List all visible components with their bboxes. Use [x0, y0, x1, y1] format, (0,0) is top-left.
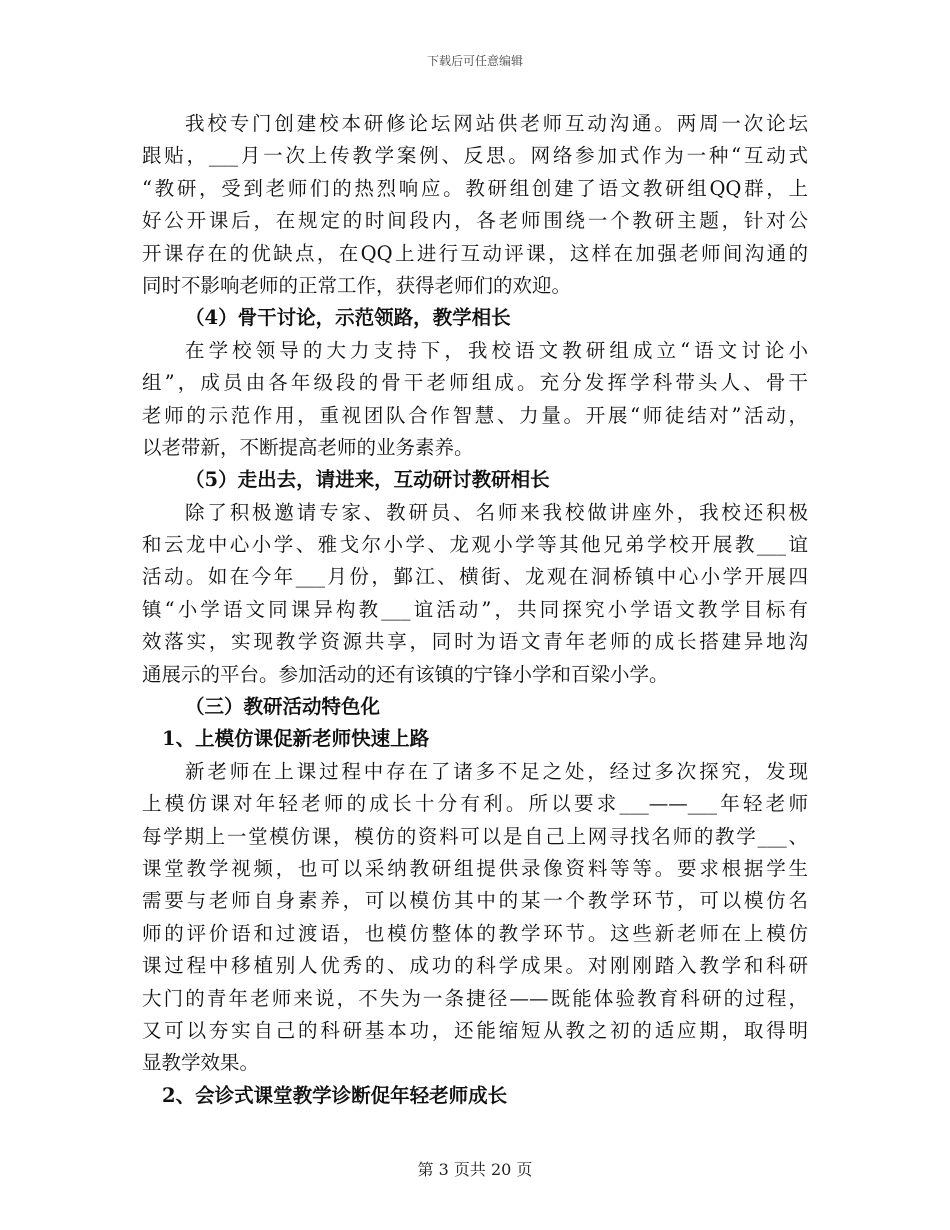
section-heading: 2、会诊式课堂教学诊断促年轻老师成长: [162, 1083, 508, 1107]
paragraph-line: 除了积极邀请专家、教研员、名师来我校做讲座外，我校还积极: [185, 500, 808, 524]
paragraph-line: 需要与老师自身素养，可以模仿其中的某一个教学环节，可以模仿名: [142, 889, 808, 913]
paragraph-line: 组”，成员由各年级段的骨干老师组成。充分发挥学科带头人、骨干: [142, 371, 808, 395]
paragraph-line: 显教学效果。: [142, 1051, 260, 1075]
section-heading: （4）骨干讨论，示范领路，教学相长: [185, 306, 511, 330]
paragraph-line: “教研，受到老师们的热烈响应。教研组创建了语文教研组QQ群，上: [142, 176, 808, 200]
paragraph-line: 又可以夯实自己的科研基本功，还能缩短从教之初的适应期，取得明: [142, 1018, 808, 1042]
paragraph-line: 同时不影响老师的正常工作，获得老师们的欢迎。: [142, 273, 572, 297]
paragraph-line: 镇“小学语文同课异构教___谊活动”，共同探究小学语文教学目标有: [142, 597, 808, 621]
paragraph-line: 大门的青年老师来说，不失为一条捷径——既能体验教育科研的过程，: [142, 986, 808, 1010]
paragraph-line: 活动。如在今年___月份，鄞江、横街、龙观在洞桥镇中心小学开展四: [142, 565, 808, 589]
section-heading: （5）走出去，请进来，互动研讨教研相长: [185, 468, 550, 492]
document-body: [142, 108, 808, 1112]
section-heading: 1、上模仿课促新老师快速上路: [162, 727, 430, 751]
paragraph-line: 通展示的平台。参加活动的还有该镇的宁锋小学和百梁小学。: [142, 662, 669, 686]
section-heading: （三）教研活动特色化: [185, 695, 381, 719]
paragraph-line: 课过程中移植别人优秀的、成功的科学成果。对刚刚踏入教学和科研: [142, 954, 808, 978]
paragraph: [142, 108, 808, 302]
page-header: 下载后可任意编辑: [426, 54, 523, 68]
paragraph-line: 以老带新，不断提高老师的业务素养。: [142, 435, 474, 459]
paragraph-line: 效落实，实现教学资源共享，同时为语文青年老师的成长搭建异地沟: [142, 630, 808, 654]
paragraph-line: 我校专门创建校本研修论坛网站供老师互动沟通。两周一次论坛: [185, 112, 808, 135]
paragraph-line: 老师的示范作用，重视团队合作智慧、力量。开展“师徒结对”活动，: [142, 403, 808, 427]
paragraph-line: 新老师在上课过程中存在了诸多不足之处，经过多次探究，发现: [185, 759, 808, 783]
paragraph-line: 每学期上一堂模仿课，模仿的资料可以是自己上网寻找名师的教学___、: [142, 824, 808, 848]
paragraph: [142, 756, 808, 1080]
paragraph-line: 开课存在的优缺点，在QQ上进行互动评课，这样在加强老师间沟通的: [142, 241, 808, 265]
paragraph-line: 课堂教学视频，也可以采纳教研组提供录像资料等等。要求根据学生: [142, 856, 808, 880]
page-footer: 第 3 页共 20 页: [417, 1160, 533, 1179]
paragraph-line: 师的评价语和过渡语，也模仿整体的教学环节。这些新老师在上模仿: [142, 921, 808, 945]
paragraph-line: 在学校领导的大力支持下，我校语文教研组成立“语文讨论小: [185, 338, 808, 362]
paragraph-line: 好公开课后，在规定的时间段内，各老师围绕一个教研主题，针对公: [142, 209, 808, 233]
paragraph-line: 上模仿课对年轻老师的成长十分有利。所以要求___——___年轻老师: [142, 792, 808, 816]
paragraph-line: 跟贴，___月一次上传教学案例、反思。网络参加式作为一种“互动式: [142, 144, 808, 168]
paragraph-line: 和云龙中心小学、雅戈尔小学、龙观小学等其他兄弟学校开展教___谊: [142, 533, 808, 557]
paragraph: [142, 335, 808, 465]
paragraph: [142, 497, 808, 691]
